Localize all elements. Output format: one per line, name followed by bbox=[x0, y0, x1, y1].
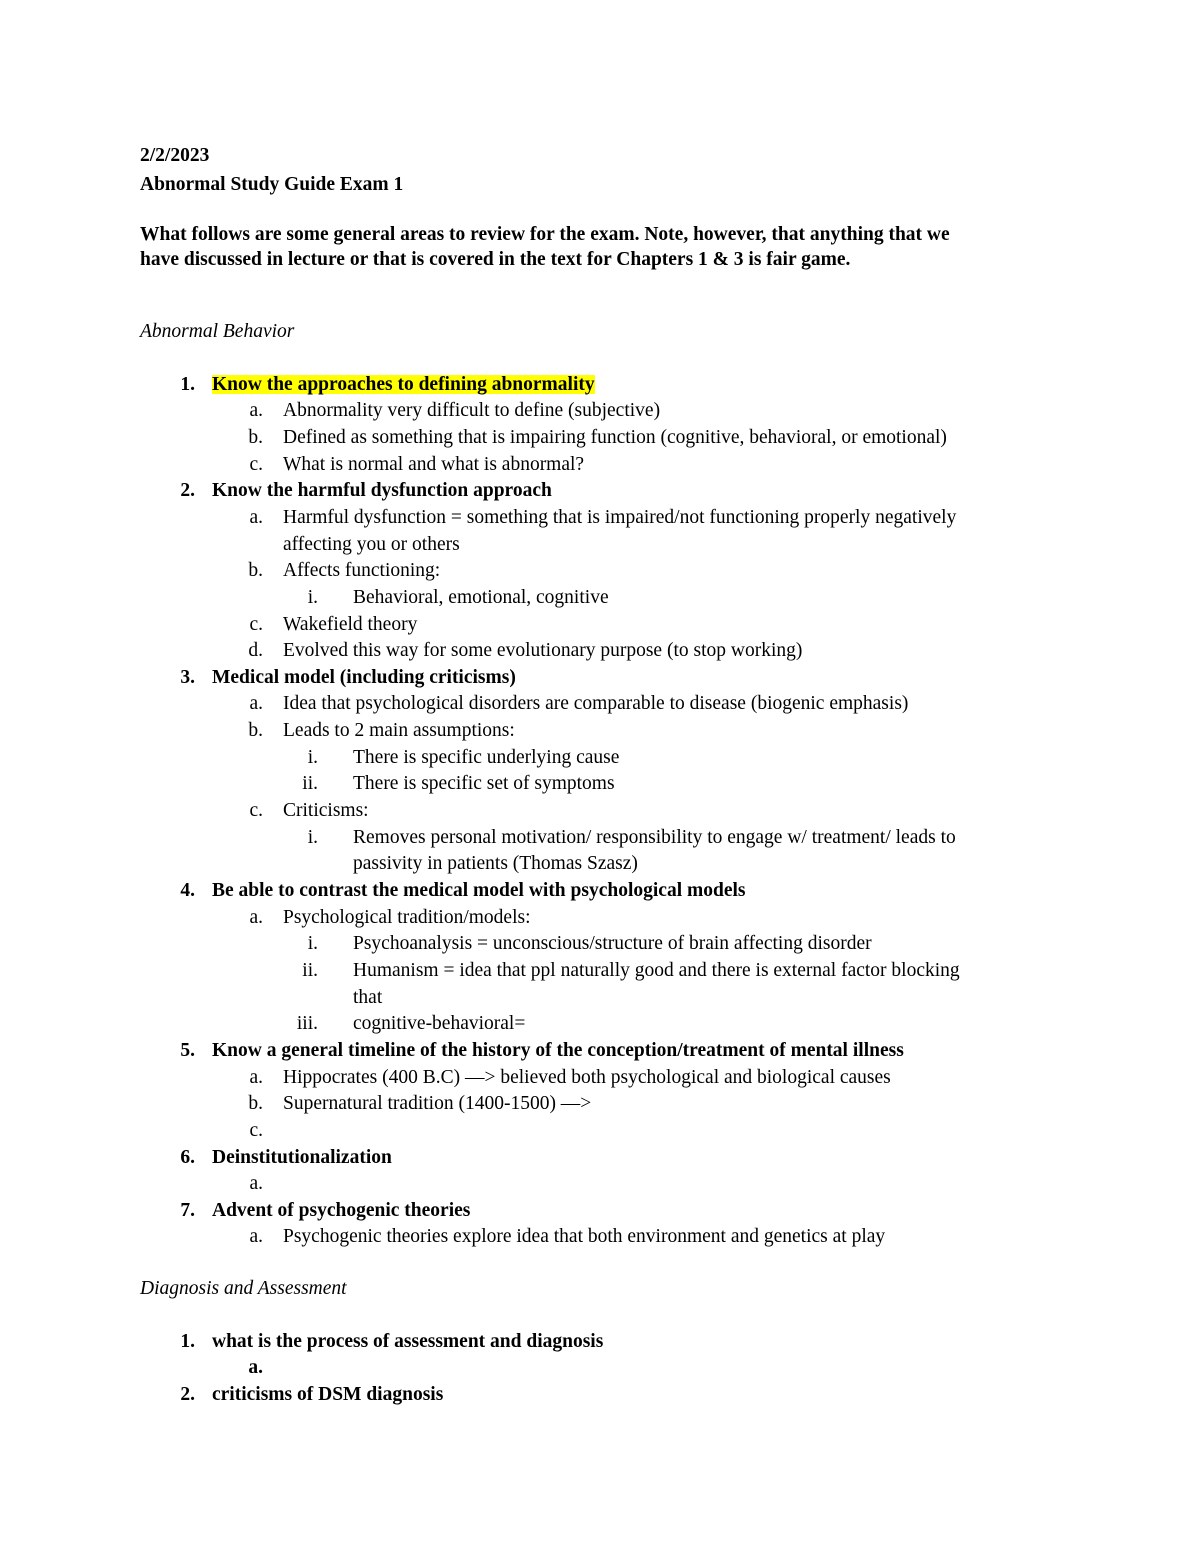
roman-item-marker: ii. bbox=[302, 773, 318, 795]
roman-item-marker: i. bbox=[307, 586, 318, 608]
sub-item-text-continued: affecting you or others bbox=[283, 533, 460, 555]
sub-item-marker: b. bbox=[248, 426, 263, 448]
sub-item-text: Defined as something that is impairing function (cognitive, behavioral, or emotional) bbox=[283, 426, 947, 448]
roman-item-marker: i. bbox=[307, 933, 318, 955]
sub-item-marker: c. bbox=[249, 800, 263, 822]
sub-item-marker: b. bbox=[248, 560, 263, 582]
sub-item-marker: d. bbox=[248, 640, 263, 662]
roman-item-text-continued: that bbox=[353, 986, 383, 1008]
sub-item-marker: a. bbox=[249, 693, 263, 715]
roman-item-marker: iii. bbox=[296, 1013, 318, 1035]
sub-item-marker: a. bbox=[249, 506, 263, 528]
sub-item-marker: a. bbox=[249, 1173, 263, 1195]
sub-item-marker: c. bbox=[249, 1119, 263, 1141]
sub-item-text: Psychogenic theories explore idea that both environment and genetics at play bbox=[283, 1226, 886, 1248]
sub-item-text: Hippocrates (400 B.C) —> believed both psychological and biological causes bbox=[283, 1066, 891, 1088]
item-number: 6. bbox=[180, 1146, 195, 1168]
item-label: Advent of psychogenic theories bbox=[212, 1199, 471, 1221]
section-heading: Diagnosis and Assessment bbox=[140, 1278, 347, 1300]
item-label: Know the harmful dysfunction approach bbox=[212, 480, 552, 502]
item-number: 5. bbox=[180, 1039, 195, 1061]
item-label: Know a general timeline of the history of the conception/treatment of mental illness bbox=[212, 1039, 904, 1061]
sub-item-text: Criticisms: bbox=[283, 800, 369, 822]
sub-item-text: Wakefield theory bbox=[283, 613, 418, 635]
roman-item-marker: i. bbox=[307, 826, 318, 848]
item-number: 3. bbox=[180, 666, 195, 688]
item-label: what is the process of assessment and diagnosis bbox=[212, 1330, 604, 1352]
sub-item-marker: c. bbox=[249, 453, 263, 475]
item-label-highlighted: Know the approaches to defining abnormality bbox=[212, 373, 595, 395]
sub-item-marker: a. bbox=[249, 400, 263, 422]
roman-item-text: There is specific set of symptoms bbox=[353, 773, 615, 795]
section-heading: Abnormal Behavior bbox=[140, 321, 295, 342]
sub-item-text: Abnormality very difficult to define (subjective) bbox=[283, 400, 661, 422]
sub-item-text: Affects functioning: bbox=[283, 560, 441, 582]
roman-item-text: Behavioral, emotional, cognitive bbox=[353, 586, 609, 608]
sub-item-marker: a. bbox=[249, 906, 263, 928]
item-number: 4. bbox=[180, 880, 195, 901]
roman-item-text: Psychoanalysis = unconscious/structure of brain affecting disorder bbox=[353, 933, 872, 955]
roman-item-marker: ii. bbox=[302, 959, 318, 981]
sub-item-marker: b. bbox=[248, 1093, 263, 1115]
doc-date: 2/2/2023 bbox=[140, 145, 210, 166]
item-label: Medical model (including criticisms) bbox=[212, 666, 516, 688]
sub-item-marker: c. bbox=[249, 613, 263, 635]
roman-item-text: cognitive-behavioral= bbox=[353, 1013, 526, 1035]
roman-item-text: Humanism = idea that ppl naturally good and there is external factor blocking bbox=[353, 959, 960, 981]
intro-line-2: have discussed in lecture or that is covered in the text for Chapters 1 & 3 is fair game. bbox=[140, 249, 851, 270]
item-label: criticisms of DSM diagnosis bbox=[212, 1384, 444, 1406]
sub-item-text: What is normal and what is abnormal? bbox=[283, 453, 585, 475]
sub-item-text: Leads to 2 main assumptions: bbox=[283, 720, 515, 742]
item-number: 2. bbox=[180, 480, 195, 502]
sub-item-marker: a. bbox=[248, 1357, 263, 1379]
item-number: 7. bbox=[180, 1199, 195, 1221]
roman-item-text: There is specific underlying cause bbox=[353, 746, 620, 768]
sub-item-text: Supernatural tradition (1400-1500) —> bbox=[283, 1093, 592, 1115]
roman-item-marker: i. bbox=[307, 746, 318, 768]
roman-item-text: Removes personal motivation/ responsibility to engage w/ treatment/ leads to bbox=[353, 826, 956, 848]
sub-item-marker: b. bbox=[248, 720, 263, 742]
item-label: Deinstitutionalization bbox=[212, 1146, 392, 1168]
sub-item-marker: a. bbox=[249, 1226, 263, 1248]
doc-title: Abnormal Study Guide Exam 1 bbox=[140, 174, 404, 195]
intro-line-1: What follows are some general areas to review for the exam. Note, however, that anything that we bbox=[140, 224, 950, 245]
sub-item-marker: a. bbox=[249, 1066, 263, 1088]
sub-item-text: Evolved this way for some evolutionary purpose (to stop working) bbox=[283, 640, 803, 662]
sub-item-text: Idea that psychological disorders are comparable to disease (biogenic emphasis) bbox=[283, 693, 909, 715]
roman-item-text-continued: passivity in patients (Thomas Szasz) bbox=[353, 853, 638, 875]
item-number: 1. bbox=[180, 373, 195, 395]
item-number: 2. bbox=[180, 1384, 195, 1406]
sub-item-text: Psychological tradition/models: bbox=[283, 906, 531, 928]
sub-item-text: Harmful dysfunction = something that is impaired/not functioning properly negatively bbox=[283, 506, 957, 528]
item-number: 1. bbox=[180, 1330, 195, 1352]
item-label: Be able to contrast the medical model with psychological models bbox=[212, 880, 746, 901]
